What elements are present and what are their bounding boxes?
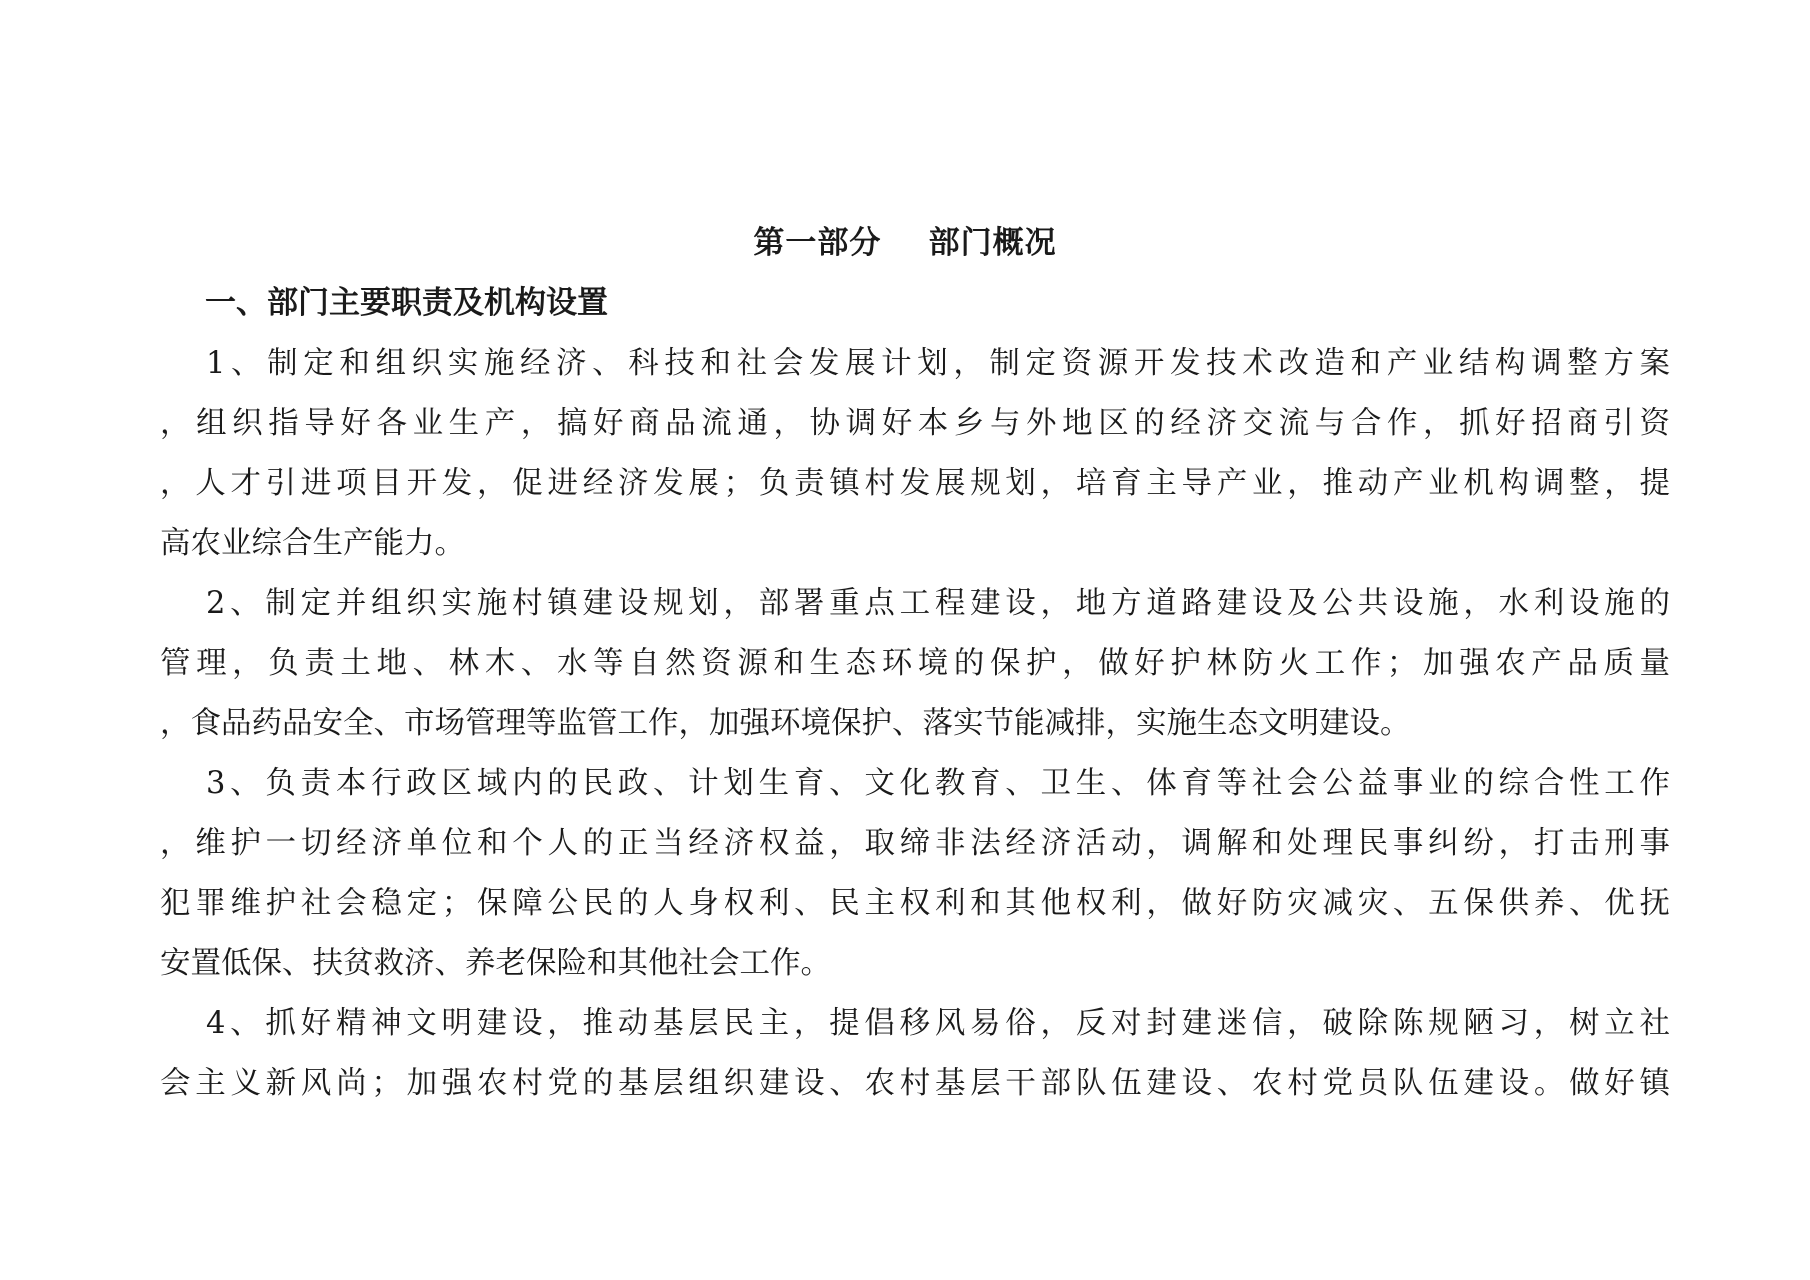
paragraph-line: ，组织指导好各业生产，搞好商品流通，协调好本乡与外地区的经济交流与合作，抓好招商引资 xyxy=(160,406,1670,441)
part-title: 第一部分 部门概况 xyxy=(753,225,1057,261)
paragraph-line: 2、制定并组织实施村镇建设规划，部署重点工程建设，地方道路建设及公共设施，水利设施的 xyxy=(206,586,1670,621)
paragraph-line: 犯罪维护社会稳定；保障公民的人身权利、民主权利和其他权利，做好防灾减灾、五保供养、优抚 xyxy=(160,886,1670,921)
paragraph-line: 安置低保、扶贫救济、养老保险和其他社会工作。 xyxy=(160,946,831,981)
section-heading: 一、部门主要职责及机构设置 xyxy=(205,285,608,321)
paragraph-2 xyxy=(160,574,1670,754)
paragraph-line: 1、制定和组织实施经济、科技和社会发展计划，制定资源开发技术改造和产业结构调整方案 xyxy=(206,346,1670,381)
paragraph-line: ，维护一切经济单位和个人的正当经济权益，取缔非法经济活动，调解和处理民事纠纷，打击刑事 xyxy=(160,826,1670,861)
paragraph-line: 管理，负责土地、林木、水等自然资源和生态环境的保护，做好护林防火工作；加强农产品质量 xyxy=(160,646,1670,681)
paragraph-line: 3、负责本行政区域内的民政、计划生育、文化教育、卫生、体育等社会公益事业的综合性工作 xyxy=(206,766,1670,801)
paragraph-3 xyxy=(160,754,1670,994)
paragraph-line: 高农业综合生产能力。 xyxy=(160,526,465,561)
paragraph-line: ，食品药品安全、市场管理等监管工作，加强环境保护、落实节能减排，实施生态文明建设。 xyxy=(160,706,1411,741)
paragraph-4 xyxy=(160,994,1670,1114)
paragraph-1 xyxy=(160,334,1670,574)
paragraph-line: ，人才引进项目开发，促进经济发展；负责镇村发展规划，培育主导产业，推动产业机构调整，提 xyxy=(160,466,1670,501)
paragraph-line: 会主义新风尚；加强农村党的基层组织建设、农村基层干部队伍建设、农村党员队伍建设。做好镇 xyxy=(160,1066,1670,1101)
paragraph-line: 4、抓好精神文明建设，推动基层民主，提倡移风易俗，反对封建迷信，破除陈规陋习，树立社 xyxy=(206,1006,1670,1041)
body-text xyxy=(160,334,1670,1114)
